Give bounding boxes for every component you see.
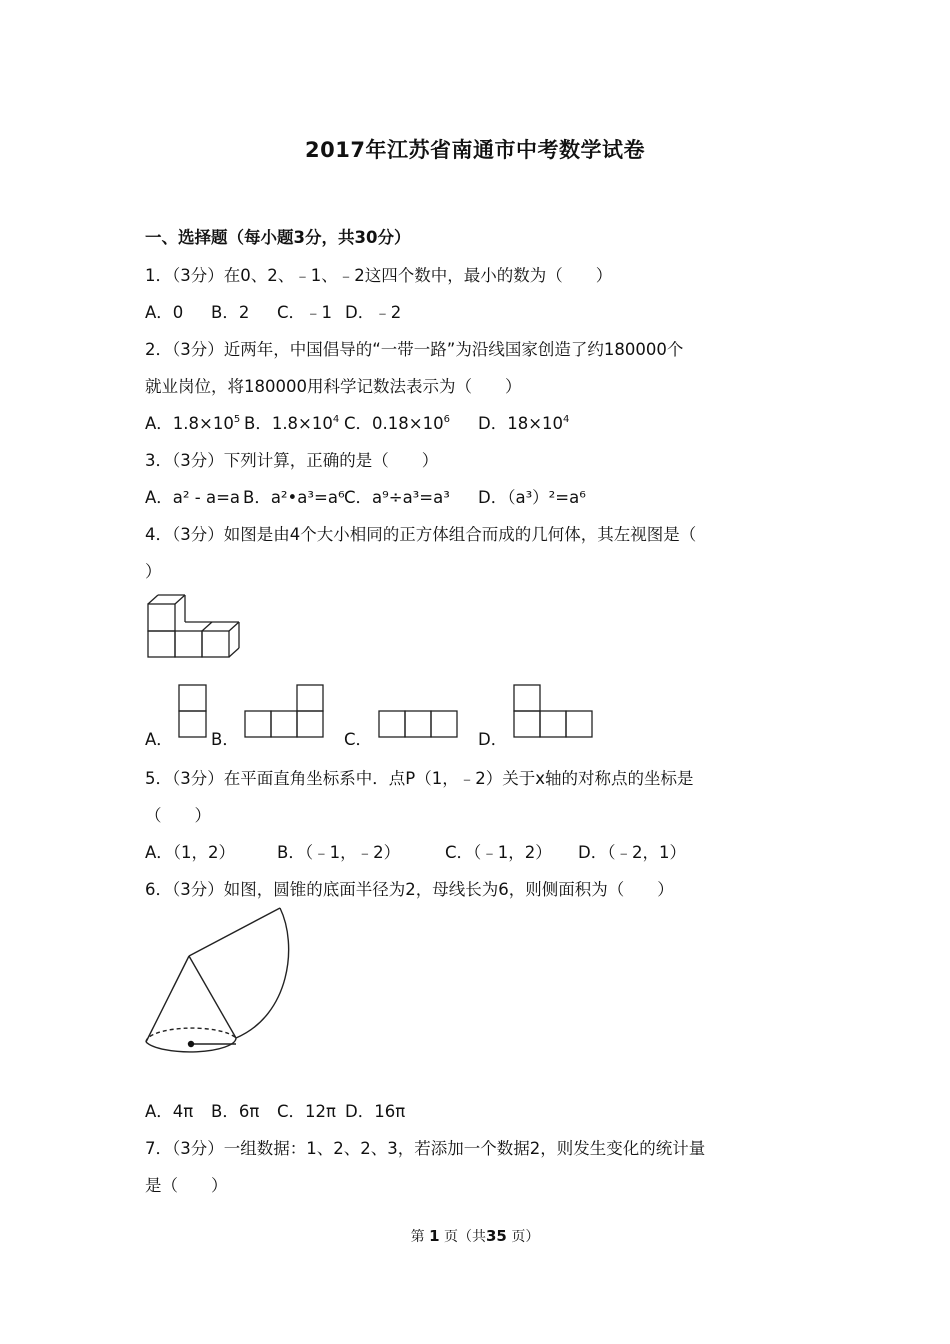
q2-option-d: D．$18\times 10^4$ [478,414,570,433]
q4-option-a-figure [178,684,208,740]
question-2-stem-line1: 2．（3分）近两年，中国倡导的“一带一路”为沿线国家创造了约180000个 [145,340,684,359]
question-7-stem-line1: 7．（3分）一组数据：1、2、2、3，若添加一个数据2，则发生变化的统计量 [145,1139,706,1158]
q4-option-b-figure [244,684,328,740]
q4-option-c-figure [378,710,462,740]
q2-option-b: B．$1.8\times 10^4$ [244,414,340,433]
q1-option-a: A．0 [145,303,184,322]
question-1-stem: 1．（3分）在0、2、﹣1、﹣2这四个数中，最小的数为（ ） [145,266,613,285]
page-footer: 第 1 页（共35 页） [410,1227,540,1245]
q2-option-a: A．$1.8\times 10^5$ [145,414,241,433]
q6-option-b: B．6π [211,1102,260,1121]
q5-option-a: A．（1，2） [145,843,236,862]
q3-option-a: A．a² - a=a [145,488,241,507]
section-heading: 一、选择题（每小题3分，共30分） [145,228,411,247]
question-4-stem-line2: ） [145,562,162,581]
question-5-stem-line1: 5．（3分）在平面直角坐标系中．点P（1，﹣2）关于x轴的对称点的坐标是 [145,769,694,788]
q5-option-c: C．（﹣1，2） [445,843,552,862]
q5-option-d: D．（﹣2，1） [578,843,686,862]
q1-option-d: D．﹣2 [345,303,402,322]
q4-option-d-figure [513,684,597,740]
question-5-stem-line2: （ ） [145,806,211,825]
q2-option-c: C．$0.18\times 10^6$ [344,414,450,433]
q3-option-c: C．a⁹÷a³=a³ [344,488,450,507]
q6-option-c: C．12π [277,1102,336,1121]
q1-option-c: C．﹣1 [277,303,333,322]
q6-option-d: D．16π [345,1102,406,1121]
question-4-stem-line1: 4．（3分）如图是由4个大小相同的正方体组合而成的几何体，其左视图是（ [145,525,697,544]
question-3-stem: 3．（3分）下列计算，正确的是（ ） [145,451,439,470]
q3-option-d: D．（a³）²=a⁶ [478,488,586,507]
q4-option-c-label: C． [344,730,373,749]
q4-option-a-label: A． [145,730,173,749]
q5-option-b: B．（﹣1，﹣2） [277,843,401,862]
q3-option-b: B．a²•a³=a⁶ [243,488,345,507]
q4-cube-figure [145,594,241,660]
question-6-stem: 6．（3分）如图，圆锥的底面半径为2，母线长为6，则侧面积为（ ） [145,880,674,899]
q4-option-b-label: B． [211,730,239,749]
q4-option-d-label: D． [478,730,508,749]
q1-option-b: B．2 [211,303,250,322]
q6-option-a: A．4π [145,1102,194,1121]
question-2-stem-line2: 就业岗位，将180000用科学记数法表示为（ ） [145,377,522,396]
exam-title: 2017年江苏省南通市中考数学试卷 [305,138,645,162]
question-7-stem-line2: 是（ ） [145,1176,228,1195]
q6-cone-figure [140,905,300,1060]
